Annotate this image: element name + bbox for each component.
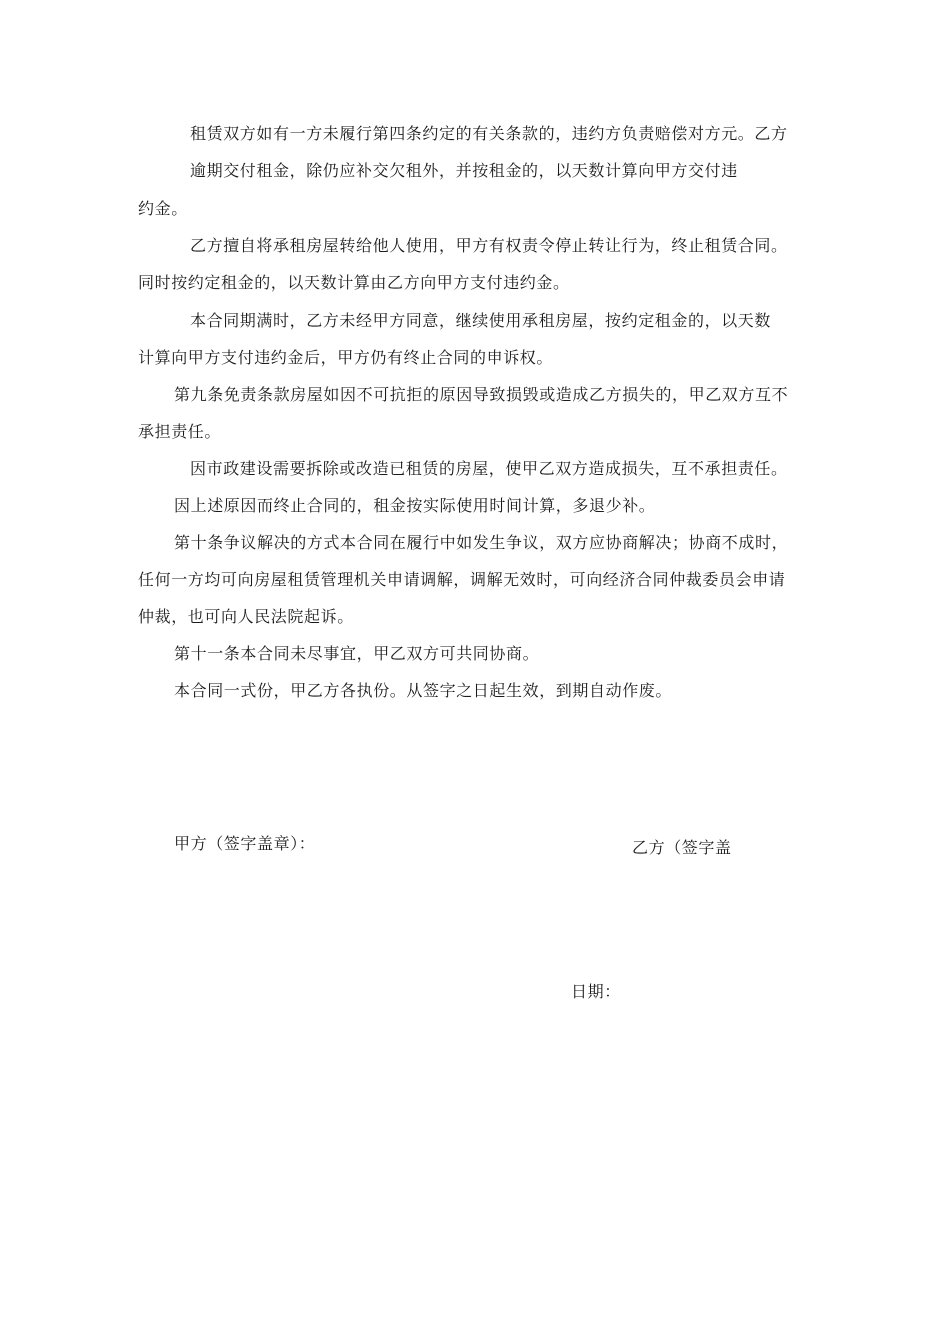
text-line: 任何一方均可向房屋租赁管理机关申请调解，调解无效时，可向经济合同仲裁委员会申请: [138, 570, 786, 589]
text-line: 仲裁，也可向人民法院起诉。: [138, 607, 354, 626]
party-b-signature-text: 乙方（签字盖: [632, 838, 732, 857]
text-line: 约金。: [138, 199, 188, 218]
text-line: 第十条争议解决的方式本合同在履行中如发生争议，双方应协商解决；协商不成时，: [174, 533, 789, 552]
date-label: 日期：: [571, 982, 621, 1001]
text-line: 逾期交付租金，除仍应补交欠租外，并按租金的，以天数计算向甲方交付违: [190, 161, 738, 180]
text-line: 同时按约定租金的，以天数计算由乙方向甲方支付违约金。: [138, 273, 570, 292]
text-line: 计算向甲方支付违约金后，甲方仍有终止合同的申诉权。: [138, 348, 554, 367]
text-line: 第十一条本合同未尽事宜，甲乙双方可共同协商。: [174, 644, 540, 663]
text-line: 本合同一式份，甲乙方各执份。从签字之日起生效，到期自动作废。: [174, 681, 673, 700]
party-b-signature-label: [632, 834, 742, 857]
text-line: 第九条免责条款房屋如因不可抗拒的原因导致损毁或造成乙方损失的，甲乙双方互不: [174, 385, 789, 404]
text-line: 因市政建设需要拆除或改造已租赁的房屋，使甲乙双方造成损失，互不承担责任。: [190, 459, 788, 478]
party-a-signature-label: 甲方（签字盖章）：: [174, 834, 316, 853]
text-line: 本合同期满时，乙方未经甲方同意，继续使用承租房屋，按约定租金的，以天数: [190, 311, 772, 330]
text-line: 承担责任。: [138, 422, 222, 441]
text-line: 因上述原因而终止合同的，租金按实际使用时间计算，多退少补。: [174, 496, 656, 515]
text-line: 乙方擅自将承租房屋转给他人使用，甲方有权责令停止转让行为，终止租赁合同。: [190, 236, 788, 255]
text-line: 租赁双方如有一方未履行第四条约定的有关条款的，违约方负责赔偿对方元。乙方: [190, 124, 788, 143]
